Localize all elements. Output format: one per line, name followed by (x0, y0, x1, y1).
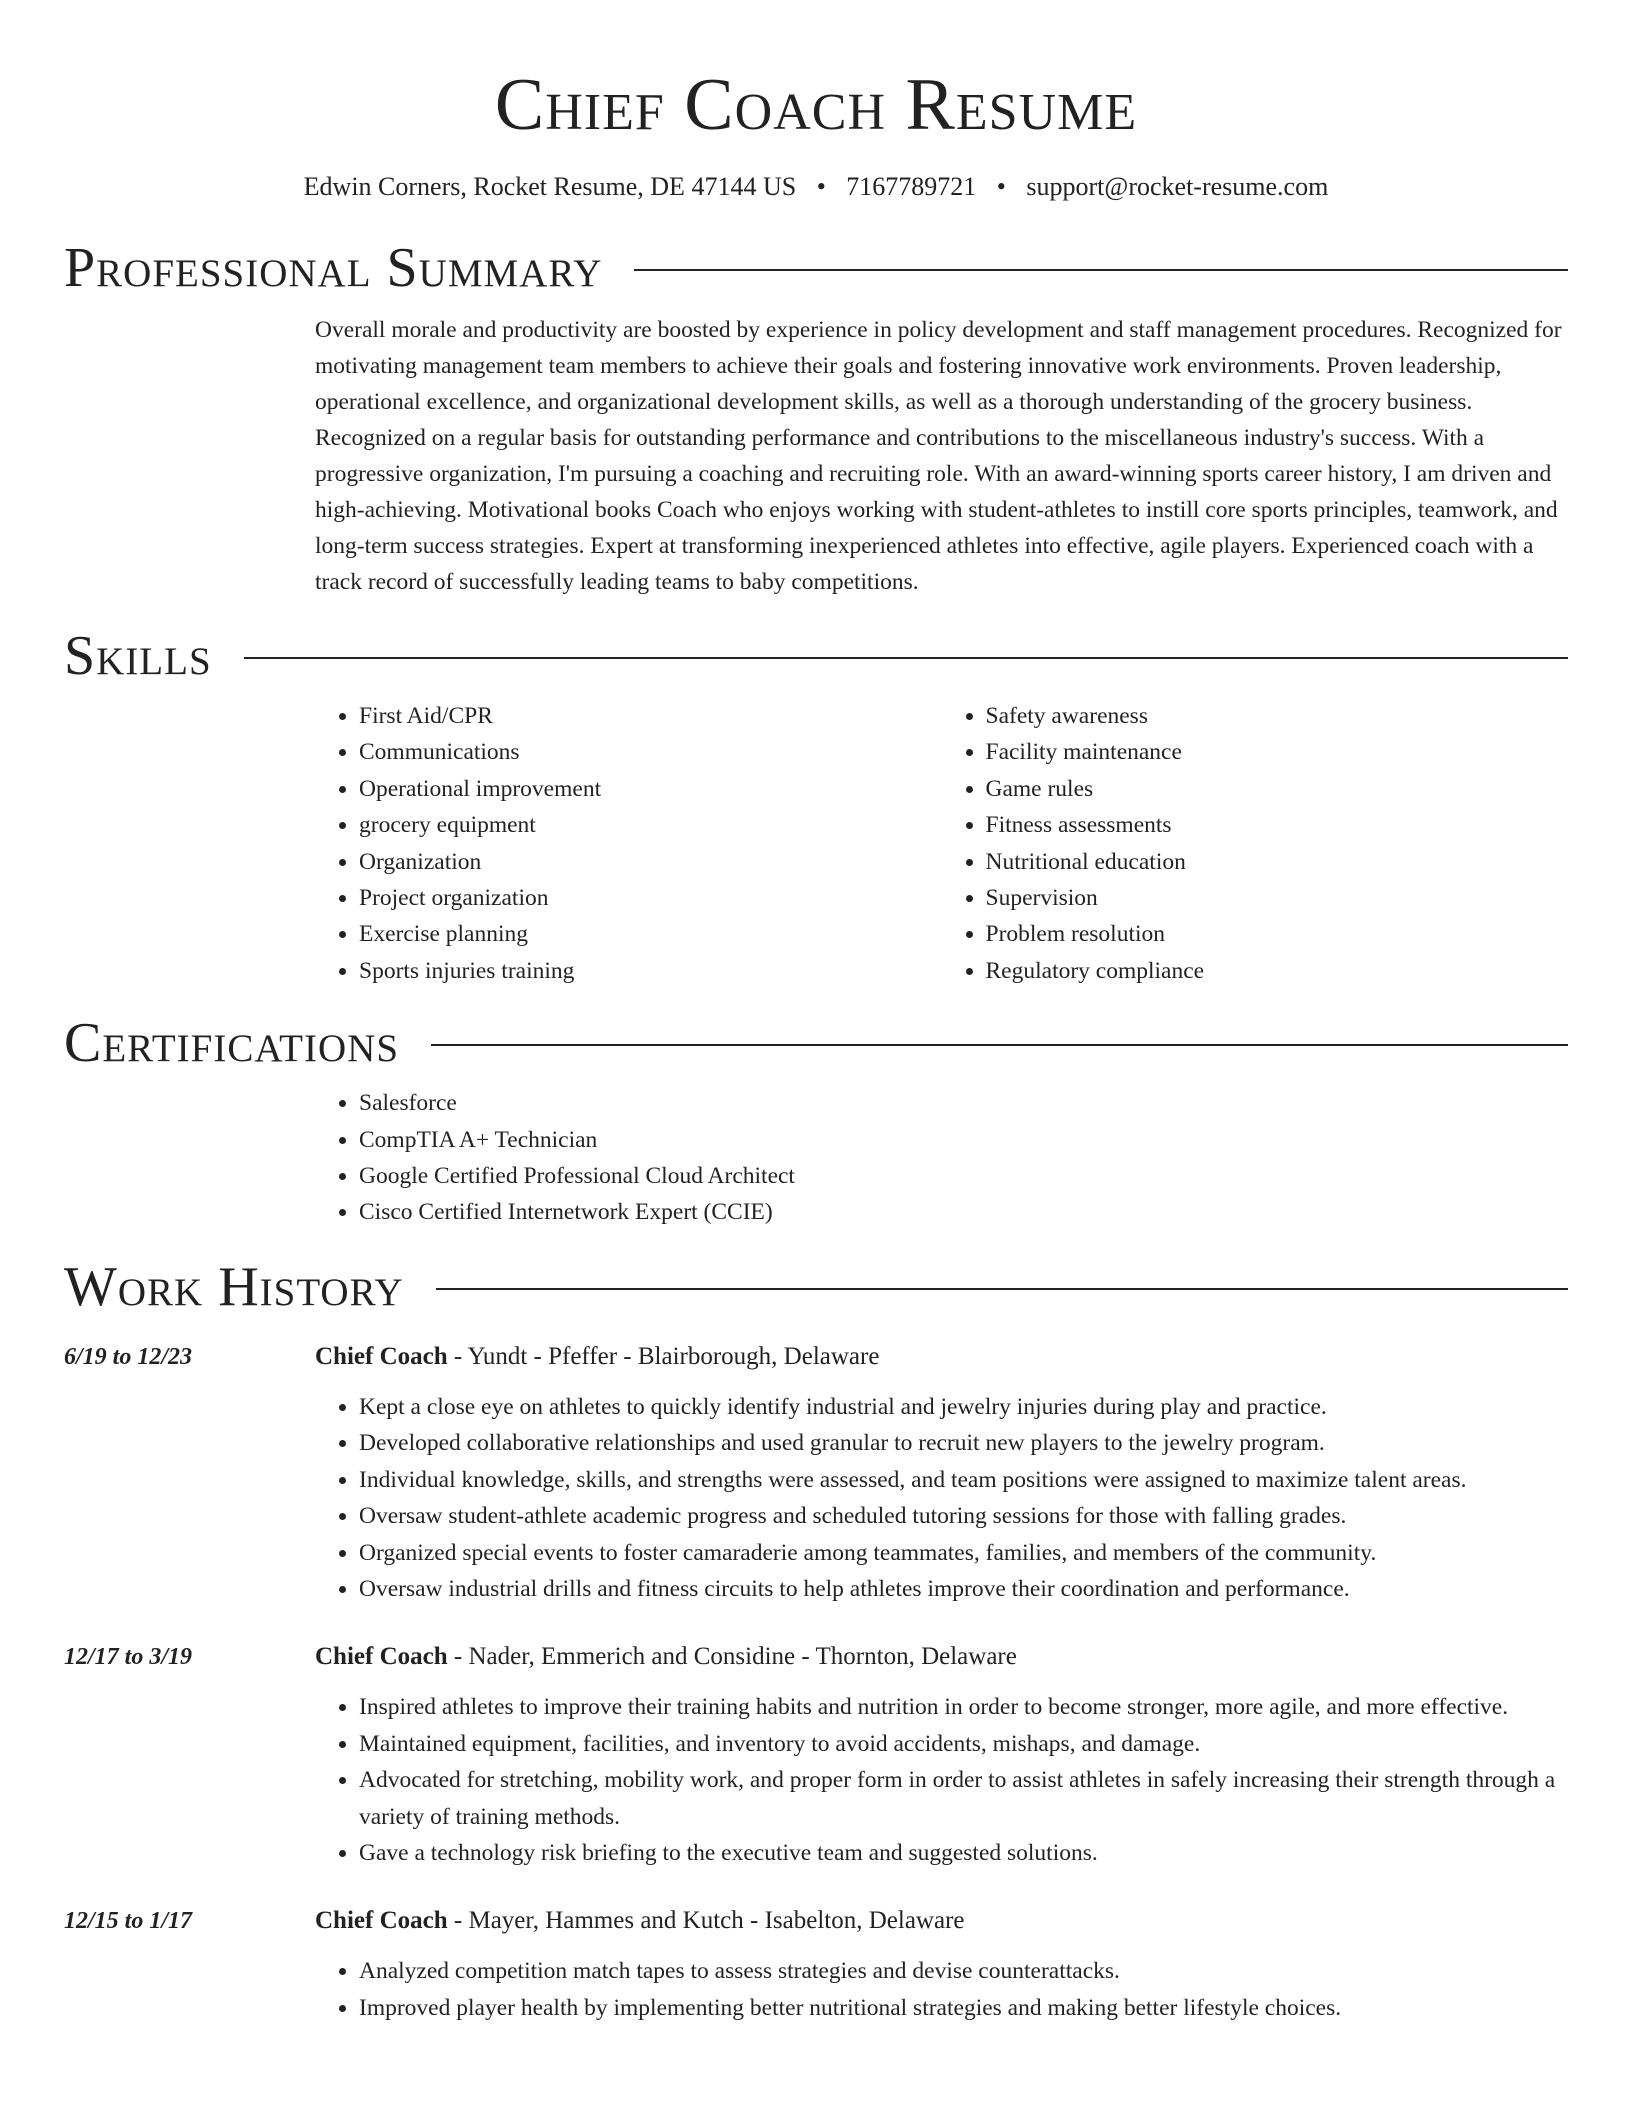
section-divider (436, 1288, 1568, 1290)
contact-line (64, 170, 1568, 204)
skill-item: • Regulatory compliance (986, 953, 1569, 989)
job-company: - Nader, Emmerich and Considine - Thornton, Delaware (447, 1643, 1017, 1671)
skill-item: • Problem resolution (986, 916, 1569, 952)
skills-list-left (315, 698, 942, 989)
job-dates: 6/19 to 12/23 (64, 1343, 193, 1370)
job-bullet: • Individual knowledge, skills, and strengths were assessed, and team positions were assigned to maximize talent areas. (359, 1462, 1568, 1498)
skill-item: • Safety awareness (986, 698, 1569, 734)
contact-phone: 7167789721 (846, 172, 977, 201)
section-divider (431, 1044, 1568, 1046)
contact-email: support@rocket-resume.com (1026, 172, 1329, 201)
job-content (315, 1639, 1568, 1871)
job-title: Chief Coach (315, 1907, 448, 1935)
job-bullet: • Gave a technology risk briefing to the executive team and suggested solutions. (359, 1835, 1568, 1871)
summary-body (315, 312, 1568, 600)
skill-item: • First Aid/CPR (359, 698, 942, 734)
skill-item: • Supervision (986, 880, 1569, 916)
section-divider (634, 269, 1568, 271)
job-header (315, 1903, 1568, 1939)
summary-heading: Professional Summary (64, 237, 603, 299)
job-bullets (315, 1389, 1568, 1607)
skill-item: • grocery equipment (359, 807, 942, 843)
job-bullet: • Inspired athletes to improve their training habits and nutrition in order to become stronger, more agile, and more effective. (359, 1689, 1568, 1725)
job-bullet: • Organized special events to foster camaraderie among teammates, families, and members of the community. (359, 1535, 1568, 1571)
skill-item: • Facility maintenance (986, 734, 1569, 770)
job-header (315, 1339, 1568, 1375)
job-entry (64, 1903, 1568, 2026)
job-company: - Yundt - Pfeffer - Blairborough, Delaware (447, 1342, 880, 1370)
work-heading: Work History (64, 1255, 404, 1318)
work-section-header (64, 1255, 1568, 1319)
job-company: - Mayer, Hammes and Kutch - Isabelton, Delaware (447, 1907, 965, 1935)
certifications-list (315, 1085, 1568, 1231)
job-header (315, 1639, 1568, 1675)
job-entry (64, 1339, 1568, 1607)
certification-item: • Cisco Certified Internetwork Expert (CCIE) (359, 1194, 1568, 1230)
summary-text: Overall morale and productivity are boosted by experience in policy development and staff management procedures. Recognized for motivating management team members to achieve their goals and fostering innovative work environments. Proven leadership, operational excellence, and organizational development skills, as well as a thorough understanding of the grocery business. Recognized on a regular basis for outstanding performance and contributions to the miscellaneous industry's success. With a progressive organization, I'm pursuing a coaching and recruiting role. With an award-winning sports career history, I am driven and high-achieving. Motivational books Coach who enjoys working with student-athletes to instill core sports principles, teamwork, and long-term success strategies. Expert at transforming inexperienced athletes into effective, agile players. Experienced coach with a track record of successfully leading teams to baby competitions. (315, 317, 1562, 595)
certification-item: • Google Certified Professional Cloud Architect (359, 1158, 1568, 1194)
contact-address: Edwin Corners, Rocket Resume, DE 47144 US (303, 172, 797, 201)
skill-item: • Operational improvement (359, 771, 942, 807)
skill-item: • Fitness assessments (986, 807, 1569, 843)
job-bullets (315, 1953, 1568, 2026)
job-bullet: • Kept a close eye on athletes to quickly identify industrial and jewelry injuries during play and practice. (359, 1389, 1568, 1425)
resume-title: Chief Coach Resume (494, 64, 1138, 146)
certification-item: • CompTIA A+ Technician (359, 1122, 1568, 1158)
skill-item: • Communications (359, 734, 942, 770)
skill-item: • Organization (359, 844, 942, 880)
skill-item: • Exercise planning (359, 916, 942, 952)
job-title: Chief Coach (315, 1342, 448, 1370)
contact-separator: • (816, 172, 826, 201)
skills-heading: Skills (64, 625, 212, 687)
skill-item: • Project organization (359, 880, 942, 916)
job-content (315, 1903, 1568, 2026)
job-dates: 12/17 to 3/19 (64, 1644, 193, 1671)
job-bullet: • Improved player health by implementing better nutritional strategies and making better lifestyle choices. (359, 1990, 1568, 2026)
job-content (315, 1339, 1568, 1607)
certifications-heading: Certifications (64, 1012, 400, 1075)
job-bullet: • Oversaw industrial drills and fitness circuits to help athletes improve their coordination and performance. (359, 1571, 1568, 1607)
contact-separator: • (996, 172, 1006, 201)
job-bullet: • Analyzed competition match tapes to assess strategies and devise counterattacks. (359, 1953, 1568, 1989)
job-entry (64, 1639, 1568, 1871)
job-bullet: • Oversaw student-athlete academic progress and scheduled tutoring sessions for those with falling grades. (359, 1498, 1568, 1534)
job-dates: 12/15 to 1/17 (64, 1908, 193, 1935)
certification-item: • Salesforce (359, 1085, 1568, 1121)
job-title: Chief Coach (315, 1643, 448, 1671)
skill-item: • Nutritional education (986, 844, 1569, 880)
job-bullet: • Advocated for stretching, mobility work, and proper form in order to assist athletes in safely increasing their strength through a variety of training methods. (359, 1762, 1568, 1835)
job-bullet: • Maintained equipment, facilities, and inventory to avoid accidents, mishaps, and damage. (359, 1726, 1568, 1762)
summary-section-header (64, 236, 1568, 300)
certifications-section-header (64, 1011, 1568, 1075)
skills-list-right (942, 698, 1569, 989)
skill-item: • Sports injuries training (359, 953, 942, 989)
skills-columns (315, 698, 1568, 989)
certifications-body (315, 1085, 1568, 1231)
skill-item: • Game rules (986, 771, 1569, 807)
job-bullets (315, 1689, 1568, 1871)
section-divider (244, 657, 1568, 659)
job-bullet: • Developed collaborative relationships and used granular to recruit new players to the jewelry program. (359, 1425, 1568, 1461)
skills-section-header (64, 624, 1568, 688)
